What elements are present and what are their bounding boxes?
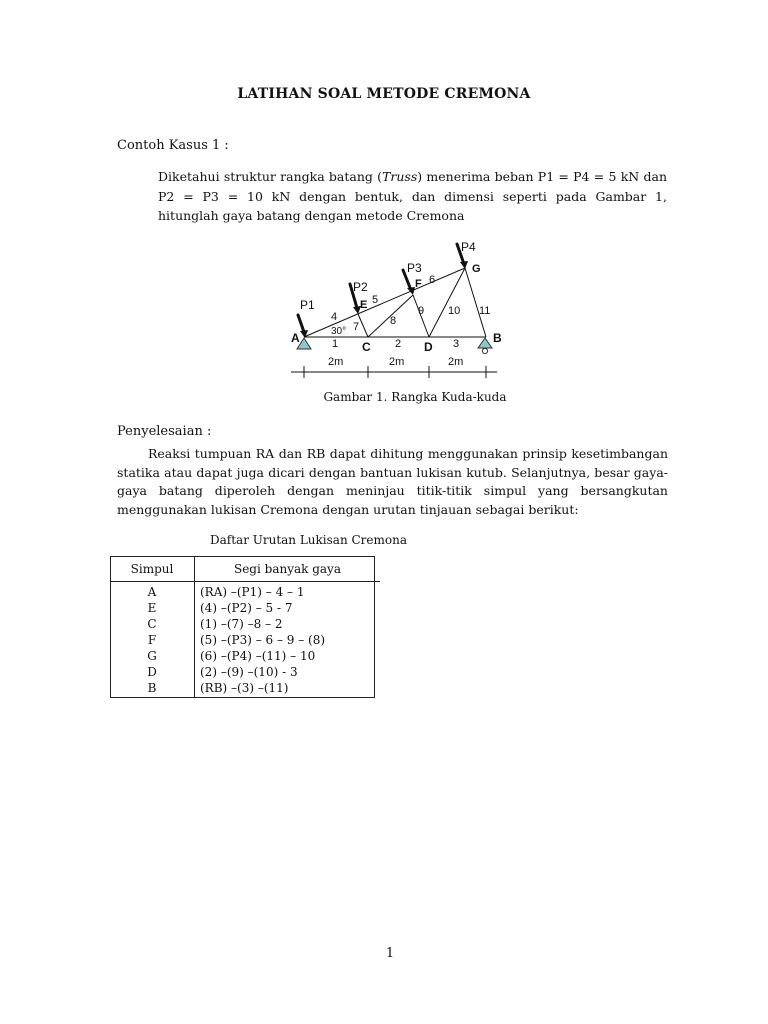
problem-text-italic: Truss — [382, 169, 418, 184]
cell-simpul: D — [110, 664, 195, 680]
joint-label-e: E — [360, 299, 368, 311]
cell-simpul: E — [110, 600, 195, 616]
load-label-p3: P3 — [407, 261, 422, 275]
figure-caption: Gambar 1. Rangka Kuda-kuda — [323, 390, 507, 404]
solution-text: Reaksi tumpuan RA dan RB dapat dihitung menggunakan prinsip kesetimbangan statika atau dapat juga dicari dengan bantuan lukisan kutub. Selanjutnya, besar gaya-gaya batang diperoleh dengan meninjau titik-titik simpul yang bersangkutan menggunakan lukisan Cremona dengan urutan tinjauan sebagai berikut: — [117, 446, 668, 517]
member-label-10: 10 — [448, 305, 461, 317]
cremona-order-table — [110, 556, 380, 698]
table-row — [110, 616, 380, 632]
load-label-p2: P2 — [353, 280, 368, 294]
header-segi: Segi banyak gaya — [195, 556, 381, 582]
member-label-1: 1 — [332, 338, 339, 350]
member-top-chord — [304, 268, 465, 337]
member-label-5: 5 — [372, 294, 379, 306]
load-arrow-p1 — [298, 315, 304, 332]
roller-b — [482, 348, 487, 353]
cell-segi: (5) –(P3) – 6 – 9 – (8) — [200, 633, 326, 647]
table-row — [110, 582, 380, 601]
joint-label-f: F — [415, 278, 422, 290]
solution-label: Penyelesaian : — [117, 424, 212, 439]
joint-label-a: A — [291, 331, 300, 345]
page-title: LATIHAN SOAL METODE CREMONA — [237, 86, 531, 102]
dimension-label-1: 2m — [328, 356, 344, 368]
problem-statement — [158, 167, 667, 226]
cell-segi: (1) –(7) –8 – 2 — [200, 617, 283, 631]
table-row — [110, 648, 380, 664]
member-11 — [465, 268, 486, 337]
cell-simpul: B — [110, 680, 195, 698]
member-label-6: 6 — [429, 274, 436, 286]
member-label-3: 3 — [453, 338, 460, 350]
cell-segi: (RA) –(P1) – 4 – 1 — [200, 585, 305, 599]
case-label: Contoh Kasus 1 : — [117, 138, 229, 153]
cell-simpul: A — [110, 582, 195, 601]
header-simpul: Simpul — [110, 556, 195, 582]
joint-label-c: C — [362, 340, 371, 354]
arrowhead-p4 — [460, 261, 468, 269]
table-row — [110, 600, 380, 616]
dimension-label-3: 2m — [448, 356, 464, 368]
table-row — [110, 664, 380, 680]
member-label-8: 8 — [390, 315, 397, 327]
member-label-11: 11 — [479, 305, 491, 317]
problem-text-a: Diketahui struktur rangka batang ( — [158, 169, 383, 184]
solution-paragraph — [117, 445, 668, 519]
table-header-row — [110, 556, 380, 582]
problem-text-b: ) menerima beban P1 = P4 = 5 kN dan P2 = P3 = 10 kN dengan bentuk, dan dimensi seperti pada Gambar 1, hitunglah gaya batang dengan metode Cremona — [158, 169, 667, 223]
member-label-7: 7 — [353, 321, 360, 333]
joint-label-d: D — [424, 340, 433, 354]
member-7 — [358, 314, 368, 337]
cell-segi: (2) –(9) –(10) - 3 — [200, 665, 298, 679]
table-row — [110, 680, 380, 698]
joint-label-g: G — [472, 263, 481, 275]
table-caption: Daftar Urutan Lukisan Cremona — [210, 533, 408, 547]
load-arrows — [298, 244, 464, 332]
load-label-p1: P1 — [300, 298, 315, 312]
member-label-4: 4 — [331, 311, 338, 323]
cell-segi: (6) –(P4) –(11) – 10 — [200, 649, 316, 663]
joint-label-b: B — [493, 331, 502, 345]
load-label-p4: P4 — [461, 240, 476, 254]
member-label-2: 2 — [395, 338, 402, 350]
cell-segi: (4) –(P2) – 5 - 7 — [200, 601, 293, 615]
arrowhead-p3 — [407, 287, 415, 295]
dimension-label-2: 2m — [389, 356, 405, 368]
truss-figure — [280, 236, 510, 386]
page-number: 1 — [385, 946, 395, 961]
angle-label: 30° — [331, 326, 347, 337]
support-b — [478, 338, 492, 348]
cell-simpul: G — [110, 648, 195, 664]
table-row — [110, 632, 380, 648]
cell-simpul: C — [110, 616, 195, 632]
member-label-9: 9 — [418, 305, 425, 317]
cell-simpul: F — [110, 632, 195, 648]
cell-segi: (RB) –(3) –(11) — [200, 681, 289, 695]
